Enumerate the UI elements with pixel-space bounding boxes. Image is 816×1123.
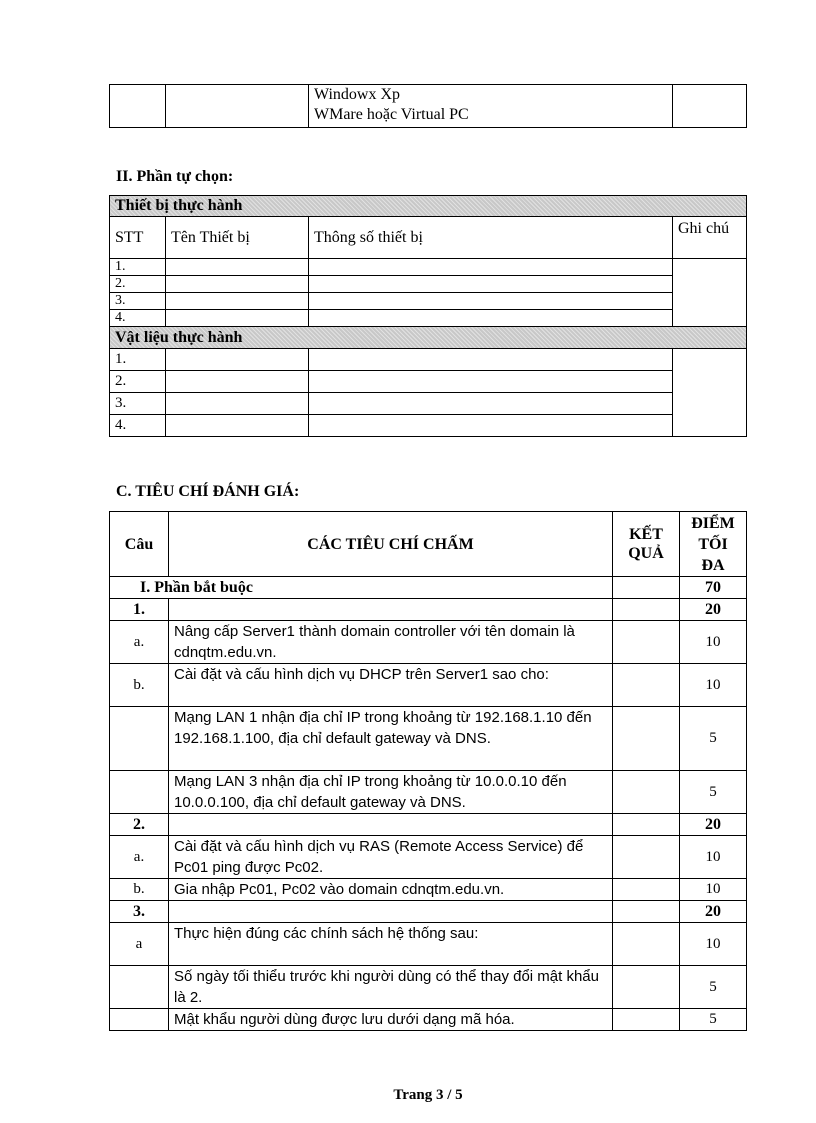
criteria-result [613, 1009, 680, 1031]
equipment-row-name [166, 293, 309, 310]
materials-row-name [166, 349, 309, 371]
top-table-cell-name [166, 85, 309, 128]
top-table-line-1: Windowx Xp [314, 86, 401, 103]
criteria-cau: b. [110, 664, 169, 707]
section-2-title: II. Phần tự chọn: [116, 168, 234, 185]
equipment-row-stt: 4. [110, 310, 166, 327]
criteria-points: 10 [680, 664, 747, 707]
criteria-points: 5 [680, 966, 747, 1009]
criteria-text: Mạng LAN 1 nhận địa chỉ IP trong khoảng từ 192.168.1.10 đến 192.168.1.100, địa chỉ default gateway và DNS. [169, 707, 613, 771]
criteria-text: Cài đặt và cấu hình dịch vụ DHCP trên Server1 sao cho: [169, 664, 613, 707]
col-stt-header: STT [110, 217, 166, 259]
criteria-cau: 2. [110, 814, 169, 836]
criteria-row [110, 599, 747, 621]
criteria-row [110, 707, 747, 771]
criteria-points: 10 [680, 879, 747, 901]
criteria-cau: a. [110, 836, 169, 879]
top-table-line-2: WMare hoặc Virtual PC [314, 106, 469, 123]
page-number: Trang 3 / 5 [393, 1087, 463, 1103]
col-criteria-header: CÁC TIÊU CHÍ CHẤM [169, 512, 613, 577]
criteria-text [169, 901, 613, 923]
criteria-text: Nâng cấp Server1 thành domain controller với tên domain là cdnqtm.edu.vn. [169, 621, 613, 664]
part-1-points: 70 [680, 577, 747, 599]
criteria-body [110, 599, 747, 1031]
equipment-note-cell [673, 259, 747, 327]
equipment-row-name [166, 276, 309, 293]
criteria-result [613, 707, 680, 771]
materials-row-spec [309, 371, 673, 393]
criteria-points: 5 [680, 1009, 747, 1031]
criteria-text [169, 814, 613, 836]
criteria-points: 10 [680, 621, 747, 664]
col-max-header: ĐIỂM TỐI ĐA [680, 512, 747, 577]
equipment-row-spec [309, 276, 673, 293]
criteria-row [110, 879, 747, 901]
top-table-cell-spec [309, 85, 673, 128]
criteria-result [613, 879, 680, 901]
top-table-cell-stt [110, 85, 166, 128]
criteria-result [613, 901, 680, 923]
criteria-text: Cài đặt và cấu hình dịch vụ RAS (Remote Access Service) để Pc01 ping được Pc02. [169, 836, 613, 879]
criteria-result [613, 814, 680, 836]
criteria-row [110, 901, 747, 923]
equipment-header: Thiết bị thực hành [110, 196, 747, 217]
criteria-points: 20 [680, 599, 747, 621]
part-1-result [613, 577, 680, 599]
materials-row-stt: 2. [110, 371, 166, 393]
section-c-title: C. TIÊU CHÍ ĐÁNH GIÁ: [116, 483, 300, 500]
criteria-cau [110, 771, 169, 814]
criteria-points: 20 [680, 901, 747, 923]
criteria-text: Số ngày tối thiểu trước khi người dùng có thể thay đổi mật khẩu là 2. [169, 966, 613, 1009]
criteria-cau: 3. [110, 901, 169, 923]
criteria-result [613, 599, 680, 621]
criteria-cau: a [110, 923, 169, 966]
criteria-row [110, 771, 747, 814]
materials-row-name [166, 371, 309, 393]
criteria-cau [110, 707, 169, 771]
criteria-row [110, 923, 747, 966]
equipment-row-name [166, 259, 309, 276]
equipment-row-stt: 2. [110, 276, 166, 293]
top-table [109, 84, 747, 128]
criteria-row [110, 1009, 747, 1031]
criteria-row [110, 664, 747, 707]
criteria-cau: b. [110, 879, 169, 901]
materials-row-name [166, 415, 309, 437]
equipment-table [109, 195, 747, 437]
criteria-points: 10 [680, 923, 747, 966]
materials-row-stt: 4. [110, 415, 166, 437]
criteria-cau: a. [110, 621, 169, 664]
criteria-points: 5 [680, 771, 747, 814]
criteria-result [613, 836, 680, 879]
equipment-row-spec [309, 293, 673, 310]
materials-row-spec [309, 349, 673, 371]
equipment-row-stt: 3. [110, 293, 166, 310]
col-note-header: Ghi chú [673, 217, 747, 259]
materials-row-stt: 3. [110, 393, 166, 415]
equipment-row-spec [309, 310, 673, 327]
criteria-row [110, 814, 747, 836]
col-cau-header: Câu [110, 512, 169, 577]
criteria-cau: 1. [110, 599, 169, 621]
col-name-header: Tên Thiết bị [166, 217, 309, 259]
criteria-row [110, 621, 747, 664]
criteria-row [110, 836, 747, 879]
criteria-result [613, 621, 680, 664]
equipment-row-stt: 1. [110, 259, 166, 276]
criteria-result [613, 664, 680, 707]
part-1-label: I. Phần bắt buộc [110, 577, 613, 599]
criteria-text: Gia nhập Pc01, Pc02 vào domain cdnqtm.edu.vn. [169, 879, 613, 901]
criteria-points: 10 [680, 836, 747, 879]
criteria-result [613, 771, 680, 814]
top-table-cell-note [673, 85, 747, 128]
criteria-text: Mật khẩu người dùng được lưu dưới dạng mã hóa. [169, 1009, 613, 1031]
equipment-row-name [166, 310, 309, 327]
criteria-cau [110, 1009, 169, 1031]
materials-header: Vật liệu thực hành [110, 327, 747, 349]
col-result-header: KẾT QUẢ [613, 512, 680, 577]
equipment-row-spec [309, 259, 673, 276]
criteria-table [109, 511, 747, 1031]
materials-row-spec [309, 393, 673, 415]
criteria-text: Thực hiện đúng các chính sách hệ thống sau: [169, 923, 613, 966]
criteria-row [110, 966, 747, 1009]
materials-row-spec [309, 415, 673, 437]
criteria-points: 20 [680, 814, 747, 836]
materials-row-stt: 1. [110, 349, 166, 371]
criteria-result [613, 923, 680, 966]
criteria-cau [110, 966, 169, 1009]
materials-note-cell [673, 349, 747, 437]
criteria-result [613, 966, 680, 1009]
col-spec-header: Thông số thiết bị [309, 217, 673, 259]
criteria-text: Mạng LAN 3 nhận địa chỉ IP trong khoảng từ 10.0.0.10 đến 10.0.0.100, địa chỉ default gateway và DNS. [169, 771, 613, 814]
criteria-text [169, 599, 613, 621]
materials-row-name [166, 393, 309, 415]
criteria-points: 5 [680, 707, 747, 771]
